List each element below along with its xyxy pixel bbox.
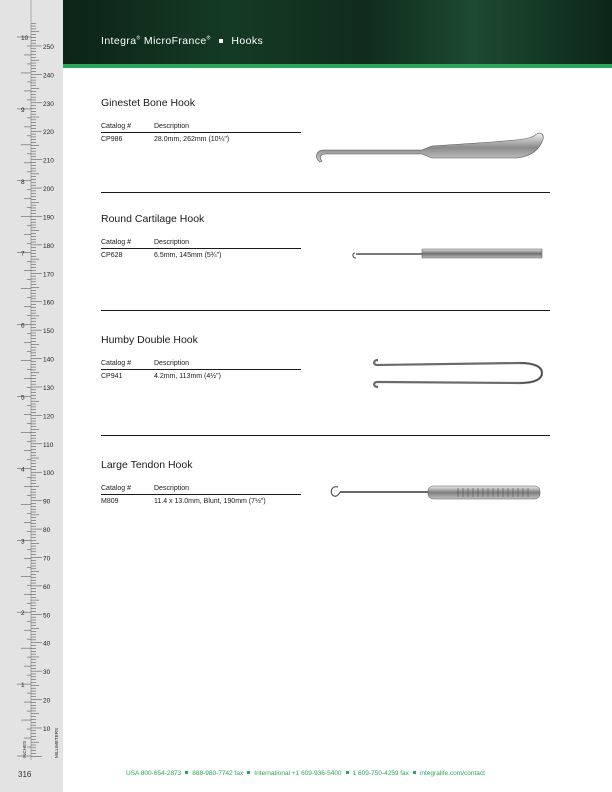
catalog-number: CP628: [101, 252, 123, 259]
inch-tick-label: 1: [21, 682, 25, 690]
inch-tick-label: 9: [21, 106, 25, 114]
mm-tick-label: 240: [43, 72, 54, 80]
double-hook-icon: [370, 354, 548, 392]
mm-tick-label: 50: [43, 612, 51, 620]
mm-tick-label: 210: [43, 157, 54, 165]
inch-tick-label: 2: [21, 610, 25, 618]
footer-fax: 888-980-7742 fax: [192, 770, 244, 777]
section-divider: [101, 310, 550, 311]
mm-tick-label: 60: [43, 583, 51, 591]
mm-tick-label: 20: [43, 697, 51, 705]
section-divider: [101, 192, 550, 193]
mm-tick-label: 150: [43, 328, 54, 336]
product-name: MicroFrance: [143, 35, 207, 47]
product-title: Ginestet Bone Hook: [101, 97, 195, 109]
table-header-row: [101, 239, 301, 249]
mm-tick-label: 140: [43, 356, 54, 364]
product-section: [101, 459, 301, 505]
mm-tick-label: 170: [43, 271, 54, 279]
mm-tick-label: 180: [43, 242, 54, 250]
mm-tick-label: 230: [43, 100, 54, 108]
bullet-square-icon: [346, 771, 349, 774]
inch-tick-label: 5: [21, 394, 25, 402]
product-table: [101, 485, 301, 505]
mm-tick-label: 30: [43, 669, 51, 677]
mm-tick-label: 130: [43, 384, 54, 392]
inch-tick-label: 7: [21, 250, 25, 258]
product-table: [101, 239, 301, 259]
page-number: 316: [18, 770, 32, 779]
description-header: Description: [154, 360, 190, 367]
mm-tick-label: 80: [43, 527, 51, 535]
product-description: 6.5mm, 145mm (5¾"): [154, 252, 222, 259]
description-header: Description: [154, 123, 190, 130]
mm-tick-label: 160: [43, 299, 54, 307]
description-header: Description: [154, 239, 190, 246]
footer-contact: [126, 770, 485, 777]
header-banner: [63, 0, 612, 64]
inch-tick-label: 8: [21, 178, 25, 186]
measurement-ruler: [0, 0, 63, 792]
footer-website-link[interactable]: integralife.com/contact: [419, 770, 485, 777]
mm-tick-label: 100: [43, 470, 54, 478]
table-header-row: [101, 360, 301, 370]
inch-tick-label: 10: [21, 35, 29, 42]
bone-hook-icon: [312, 128, 552, 170]
mm-tick-label: 70: [43, 555, 51, 563]
bullet-square-icon: [219, 39, 223, 43]
product-description: 4.2mm, 113mm (4½"): [154, 373, 221, 380]
footer-usa-phone: USA 800-654-2873: [126, 770, 182, 777]
footer-international-phone: International +1 609-936-5400: [254, 770, 342, 777]
product-title: Round Cartilage Hook: [101, 213, 205, 225]
product-description: 11.4 x 13.0mm, Blunt, 190mm (7½"): [154, 498, 266, 505]
catalog-header: Catalog #: [101, 123, 131, 130]
table-header-row: [101, 485, 301, 495]
footer-international-fax: 1 609-750-4259 fax: [352, 770, 409, 777]
catalog-number: M809: [101, 498, 119, 505]
mm-tick-label: 190: [43, 214, 54, 222]
mm-tick-label: 250: [43, 43, 54, 51]
bullet-square-icon: [247, 771, 250, 774]
table-row: [101, 370, 301, 380]
catalog-header: Catalog #: [101, 239, 131, 246]
table-row: [101, 133, 301, 143]
millimeters-label: MILLIMETERS: [54, 727, 59, 758]
catalog-header: Catalog #: [101, 485, 131, 492]
product-title: Humby Double Hook: [101, 334, 198, 346]
inch-tick-label: 3: [21, 538, 25, 546]
product-registered-mark: ®: [206, 35, 211, 42]
inch-tick-label: 4: [21, 466, 25, 474]
inches-label: INCHES: [22, 740, 27, 758]
product-table: [101, 360, 301, 380]
mm-tick-label: 90: [43, 498, 51, 506]
cartilage-hook-icon: [350, 244, 546, 264]
product-table: [101, 123, 301, 143]
table-row: [101, 495, 301, 505]
section-divider: [101, 435, 550, 436]
mm-tick-label: 10: [43, 725, 51, 733]
bullet-square-icon: [185, 771, 188, 774]
catalog-number: CP986: [101, 136, 123, 143]
table-header-row: [101, 123, 301, 133]
inch-tick-label: 6: [21, 322, 25, 330]
mm-tick-label: 200: [43, 186, 54, 194]
catalog-header: Catalog #: [101, 360, 131, 367]
product-title: Large Tendon Hook: [101, 459, 193, 471]
product-section: [101, 213, 301, 259]
description-header: Description: [154, 485, 190, 492]
mm-tick-label: 220: [43, 129, 54, 137]
brand-registered-mark: ®: [136, 35, 141, 42]
brand-name: Integra: [101, 35, 137, 47]
table-row: [101, 249, 301, 259]
catalog-number: CP941: [101, 373, 123, 380]
product-section: [101, 334, 301, 380]
product-description: 28.0mm, 262mm (10¼"): [154, 136, 230, 143]
product-section: [101, 97, 301, 143]
ruler-scale: [0, 0, 63, 792]
header-title: [101, 35, 263, 47]
bullet-square-icon: [413, 771, 416, 774]
header-accent-stripe: [63, 64, 612, 68]
mm-tick-label: 120: [43, 413, 54, 421]
mm-tick-label: 40: [43, 640, 51, 648]
tendon-hook-icon: [328, 480, 544, 504]
mm-tick-label: 110: [43, 441, 54, 449]
section-name: Hooks: [231, 35, 264, 47]
